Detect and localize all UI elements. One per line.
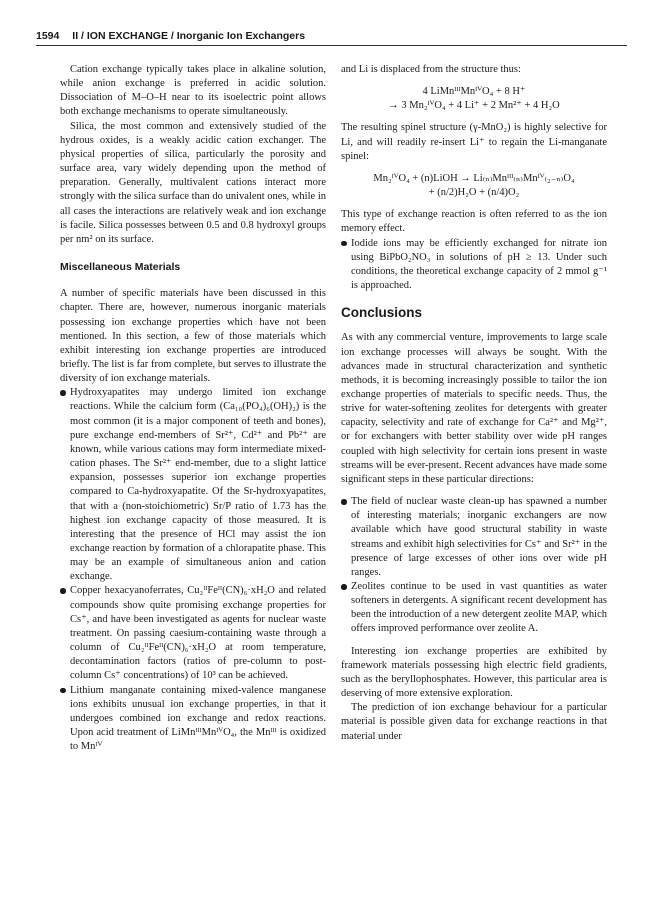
equation-2-line-1: Mn₂ᴵⱽO₄ + (n)LiOH → Li₍ₙ₎Mnᴵᴵᴵ₍ₙ₎Mnᴵⱽ₍₂₋ₙ₎O₄ [373, 172, 575, 184]
page-number: 1594 [36, 30, 60, 42]
bullet-hydroxyapatites: Hydroxyapatites may undergo limited ion exchange reactions. While the calcium form (Ca₁₀(PO₄)₆(OH)₂) is the most common (it is a major component of teeth and bones), pure exchange end-members of Sr²⁺, Cd²⁺ and Pb²⁺ are known, while various cations may form intermediate mixed-cation phases. The Sr²⁺ end-member, due to a slight lattice expansion, possesses superior ion exchange properties compared to Ca-hydroxyapatite. Of the Sr-hydroxyapatites, that with a (non-stoichiometric) Sr/P ratio of 1.73 has the highest ion exchange capacity of those measured. It is interesting that the presence of HCl may assist the ion exchange reaction by formation of a chlorapatite phase. This may be an example of simultaneous anion and cation exchange. [60, 386, 326, 584]
bullet-zeolites: Zeolites continue to be used in vast quantities as water softeners in detergents. A significant recent development has been the introduction of a new detergent zeolite MAP, which offers improved performance over zeolite A. [341, 580, 607, 637]
section-heading-conclusions: Conclusions [341, 305, 423, 321]
misc-bullet-list [60, 386, 326, 754]
running-title: II / ION EXCHANGE / Inorganic Ion Exchangers [72, 30, 306, 42]
bullet-lithium-manganate: Lithium manganate containing mixed-valence manganese ions exhibits unusual ion exchange properties, in that it undergoes combined ion exchange and redox reactions. Upon acid treatment of LiMnᴵᴵᴵMnᴵⱽO₄, the Mnᴵᴵᴵ is oxidized to Mnᴵⱽ [60, 684, 326, 755]
paragraph-prediction: The prediction of ion exchange behaviour for a particular material is possible given data for exchange reactions in that material under [341, 702, 607, 742]
paragraph-exchange-mechanisms: Cation exchange typically takes place in alkaline solution, while anion exchange is preferred in acidic solution. Dissociation of M–O–H near to its isoelectric point allows both exchange mechanisms to operate simultaneously. [60, 64, 326, 118]
right-column [341, 63, 607, 744]
paragraph-spinel: The resulting spinel structure (γ-MnO₂) is highly selective for Li, and will readily re-insert Li⁺ to regain the Li-manganate spinel: [341, 122, 607, 162]
paragraph-conclusions: As with any commercial venture, improvements to large scale ion exchange processes will always be sought. With the advances made in structural characterization and synthetic methods, it is becoming increasingly possible to tailor the ion exchange properties of materials to specific needs. Thus, the strive for water-softening zeolites for detergents with greater capacity, selectivity and rate of exchange for Ca²⁺ and Mg²⁺, or for exchangers with better stability over wide pH ranges coupled with high selectivity for certain ions present in waste streams will be ever-present. Recent advances have made some significant steps in these particular directions: [341, 332, 607, 485]
bullet-nuclear-waste: The field of nuclear waste clean-up has spawned a number of interesting materials; inorganic exchangers are now available which have good structural stability in waste streams and exhibit high selectivities for Cs⁺ and Sr²⁺ in the presence of large excesses of other ions over wide pH ranges. [341, 495, 607, 580]
conclusions-bullet-list [341, 495, 607, 637]
running-header [36, 30, 626, 42]
paragraph-silica: Silica, the most common and extensively studied of the hydrous oxides, is a weakly acidic cation exchanger. The physical properties of silica, particularly the porosity and surface area, vary widely depending upon the method of preparation. Generally, multivalent cations interact more strongly with the silica surface than do univalent ones, while in all cases the interactions are relatively weak and ion exchange is facile. Silica possesses between 0.5 and 0.8 hydroxyl groups per nm² on its surface. [60, 120, 326, 245]
section-heading-miscellaneous: Miscellaneous Materials [60, 261, 181, 274]
bullet-copper-hexacyanoferrates: Copper hexacyanoferrates, Cu₂ᴵᴵFeᴵᴵ(CN)₆·xH₂O and related compounds show quite promising exchange properties for Cs⁺, and have been investigated as agents for nuclear waste treatment. On passing caesium-containing waste through a column of Cu₂ᴵᴵFeᴵᴵ(CN)₆·xH₂O at room temperature, decontamination factors (ratios of pre-column to post-column Cs⁺ concentrations) of 10³ can be achieved. [60, 584, 326, 683]
bullet-iodide: Iodide ions may be efficiently exchanged for nitrate ion using BiPbO₂NO₃ in solutions of pH ≥ 13. Under such conditions, the theoretical exchange capacity of 2 mmol g⁻¹ is approached. [341, 237, 607, 294]
equation-2-line-2: + (n/2)H₂O + (n/4)O₂ [428, 187, 520, 199]
equation-1-line-2: → 3 Mn₂ᴵⱽO₄ + 4 Li⁺ + 2 Mn²⁺ + 4 H₂O [388, 100, 560, 112]
iodide-bullet-list [341, 237, 607, 294]
header-rule [36, 45, 627, 46]
equation-1-line-1: 4 LiMnᴵᴵᴵMnᴵⱽO₄ + 8 H⁺ [422, 86, 526, 98]
paragraph-misc-intro: A number of specific materials have been discussed in this chapter. There are, however, numerous inorganic materials possessing ion exchange properties which have not been mentioned. In this section, a few of those materials which exhibit interesting ion exchange properties are introduced briefly. The list is far from complete, but serves to illustrate the diversity of ion exchange materials. [60, 288, 326, 385]
paragraph-li-displaced: and Li is displaced from the structure thus: [341, 64, 521, 75]
left-column [60, 63, 326, 754]
paragraph-ion-memory: This type of exchange reaction is often referred to as the ion memory effect. [341, 209, 607, 235]
paragraph-framework-materials: Interesting ion exchange properties are exhibited by framework materials possessing high electric field gradients, such as the beryllophosphates. However, this particular area is deserving of more extensive exploration. [341, 645, 607, 700]
